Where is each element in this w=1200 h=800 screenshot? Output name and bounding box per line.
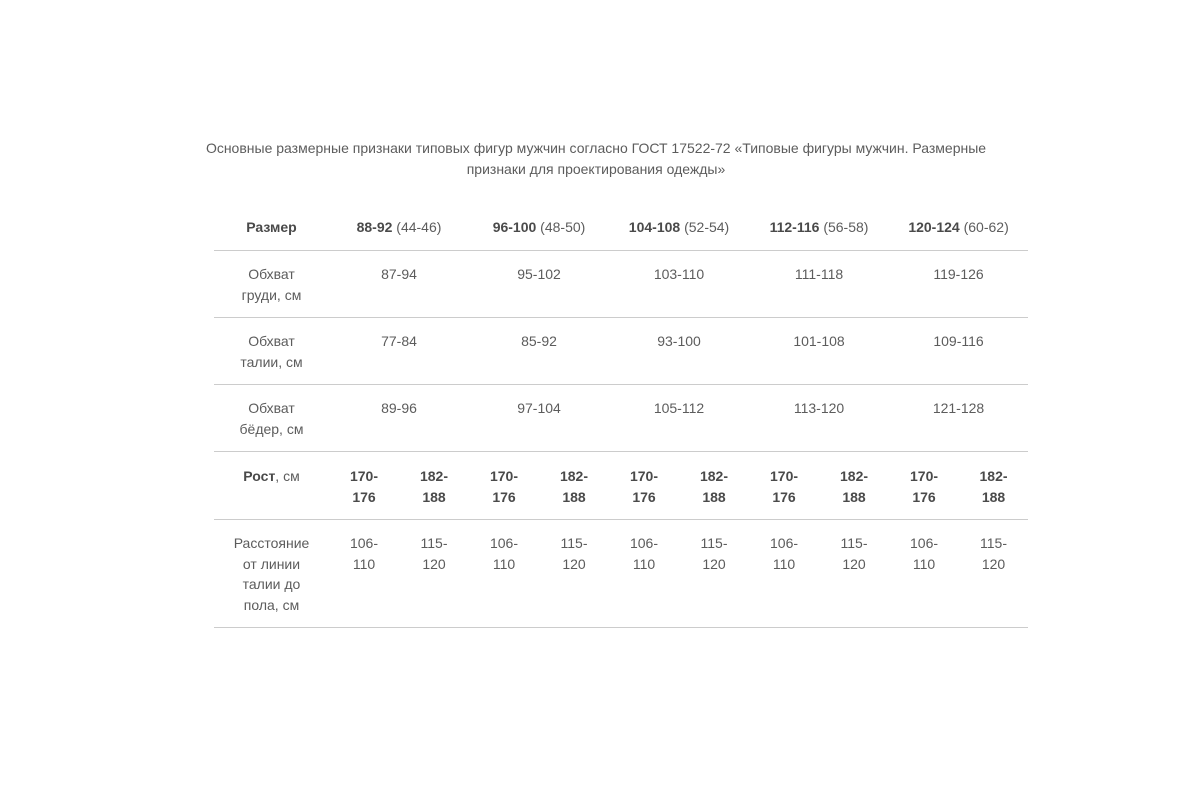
table-caption bbox=[200, 138, 992, 180]
distance-high: 115- 120 bbox=[959, 520, 1028, 628]
height-low: 170- 176 bbox=[329, 452, 399, 520]
distance-low: 106- 110 bbox=[469, 520, 539, 628]
chest-row bbox=[214, 251, 1028, 318]
header-label: Размер bbox=[214, 205, 329, 251]
header-size-3: 104-108 (52-54) bbox=[609, 205, 749, 251]
hips-value: 97-104 bbox=[469, 385, 609, 452]
hips-value: 113-120 bbox=[749, 385, 889, 452]
header-size-1: 88-92 (44-46) bbox=[329, 205, 469, 251]
waist-value: 93-100 bbox=[609, 318, 749, 385]
height-low: 170- 176 bbox=[609, 452, 679, 520]
chest-value: 87-94 bbox=[329, 251, 469, 318]
header-size-4: 112-116 (56-58) bbox=[749, 205, 889, 251]
height-high: 182- 188 bbox=[539, 452, 609, 520]
chest-value: 119-126 bbox=[889, 251, 1028, 318]
height-high: 182- 188 bbox=[819, 452, 889, 520]
header-row bbox=[214, 205, 1028, 251]
waist-value: 109-116 bbox=[889, 318, 1028, 385]
chest-value: 111-118 bbox=[749, 251, 889, 318]
distance-high: 115- 120 bbox=[819, 520, 889, 628]
caption-line-1: Основные размерные признаки типовых фигур мужчин согласно ГОСТ 17522-72 «Типовые фигуры мужчин. Размерные bbox=[205, 140, 987, 156]
height-label: Рост, см bbox=[214, 452, 329, 520]
distance-high: 115- 120 bbox=[539, 520, 609, 628]
distance-label: Расстояние от линии талии до пола, см bbox=[214, 520, 329, 628]
caption-line-2: признаки для проектирования одежды» bbox=[466, 161, 726, 177]
header-size-2: 96-100 (48-50) bbox=[469, 205, 609, 251]
distance-low: 106- 110 bbox=[749, 520, 819, 628]
hips-row bbox=[214, 385, 1028, 452]
waist-value: 85-92 bbox=[469, 318, 609, 385]
distance-low: 106- 110 bbox=[889, 520, 959, 628]
size-table bbox=[214, 205, 1028, 628]
waist-value: 101-108 bbox=[749, 318, 889, 385]
hips-value: 121-128 bbox=[889, 385, 1028, 452]
waist-row bbox=[214, 318, 1028, 385]
height-high: 182- 188 bbox=[959, 452, 1028, 520]
waist-value: 77-84 bbox=[329, 318, 469, 385]
chest-label: Обхват груди, см bbox=[214, 251, 329, 318]
distance-low: 106- 110 bbox=[329, 520, 399, 628]
hips-value: 105-112 bbox=[609, 385, 749, 452]
header-size-5: 120-124 (60-62) bbox=[889, 205, 1028, 251]
distance-row bbox=[214, 520, 1028, 628]
height-low: 170- 176 bbox=[749, 452, 819, 520]
hips-label: Обхват бёдер, см bbox=[214, 385, 329, 452]
chest-value: 103-110 bbox=[609, 251, 749, 318]
height-high: 182- 188 bbox=[679, 452, 749, 520]
chest-value: 95-102 bbox=[469, 251, 609, 318]
height-low: 170- 176 bbox=[889, 452, 959, 520]
distance-low: 106- 110 bbox=[609, 520, 679, 628]
hips-value: 89-96 bbox=[329, 385, 469, 452]
waist-label: Обхват талии, см bbox=[214, 318, 329, 385]
height-high: 182- 188 bbox=[399, 452, 469, 520]
distance-high: 115- 120 bbox=[399, 520, 469, 628]
distance-high: 115- 120 bbox=[679, 520, 749, 628]
height-low: 170- 176 bbox=[469, 452, 539, 520]
height-row bbox=[214, 452, 1028, 520]
